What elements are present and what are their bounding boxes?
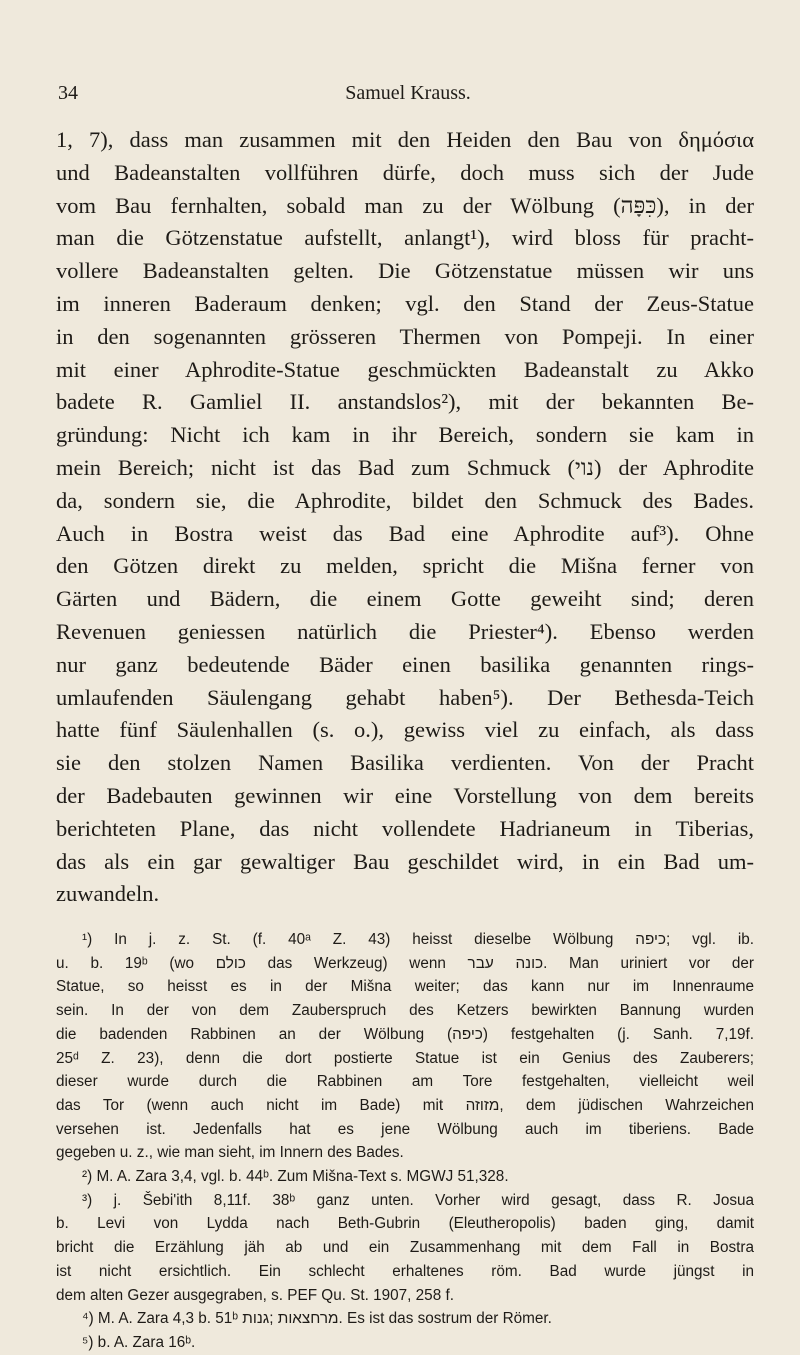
text-line: da, sondern sie, die Aphrodite, bildet den Schmuck des Bades. [56,487,754,513]
footnote-line: ist nicht ersichtlich. Ein schlecht erhaltenes röm. Bad wurde jüngst in [56,1262,754,1280]
footnote-line: u. b. 19ᵇ (wo כולם das Werkzeug) wenn כונה עבר. Man uriniert vor der [56,954,754,972]
footnote-line: ⁵) b. A. Zara 16ᵇ. [82,1333,196,1351]
text-line: Auch in Bostra weist das Bad eine Aphrodite auf³). Ohne [56,520,754,546]
text-line: im inneren Baderaum denken; vgl. den Stand der Zeus-Statue [56,290,754,316]
text-line: das als ein gar gewaltiger Bau geschildet wird, in ein Bad um- [56,848,754,874]
text-line: gründung: Nicht ich kam in ihr Bereich, sondern sie kam in [56,422,754,448]
footnote-line: 25ᵈ Z. 23), denn die dort postierte Statue ist ein Genius des Zauberers; [56,1049,754,1067]
text-line: Revenuen geniessen natürlich die Priester⁴). Ebenso werden [56,618,754,644]
text-line: man die Götzenstatue aufstellt, anlangt¹), wird bloss für pracht- [56,225,754,251]
text-line: zuwandeln. [56,881,160,907]
running-head: Samuel Krauss. [345,82,471,104]
text-line: umlaufenden Säulengang gehabt haben⁵). Der Bethesda-Teich [56,684,754,710]
main-text [56,124,754,911]
text-line: den Götzen direkt zu melden, spricht die Mišna ferner von [56,553,754,579]
text-line: mit einer Aphrodite-Statue geschmückten Badeanstalt zu Akko [56,356,754,382]
footnote-line: versehen ist. Jedenfalls hat es jene Wölbung auch im tiberiens. Bade [56,1120,754,1138]
footnote-line: dieser wurde durch die Rabbinen am Tore festgehalten, vielleicht weil [56,1073,754,1091]
footnote-line: ¹) In j. z. St. (f. 40ᵃ Z. 43) heisst dieselbe Wölbung כיפה; vgl. ib. [82,931,755,948]
footnote-line: bricht die Erzählung jäh ab und ein Zusammenhang mit dem Fall in Bostra [56,1239,754,1257]
text-line: Gärten und Bädern, die einem Gotte geweiht sind; deren [56,586,754,612]
text-line: nur ganz bedeutende Bäder einen basilika genannten rings- [56,651,754,677]
footnote-line: die badenden Rabbinen an der Wölbung (כיפה) festgehalten (j. Sanh. 7,19f. [56,1025,754,1043]
text-line: vom Bau fernhalten, sobald man zu der Wölbung (כִּפָּה), in der [56,192,754,218]
text-line: berichteten Plane, das nicht vollendete Hadrianeum in Tiberias, [56,815,754,841]
footnote-line: b. Levi von Lydda nach Beth-Gubrin (Eleutheropolis) baden ging, damit [56,1215,754,1233]
footnote-line: ⁴) M. A. Zara 4,3 b. 51ᵇ מרחצאות ;גנות. Es ist das sostrum der Römer. [82,1310,552,1328]
footnote-line: Statue, so heisst es in der Mišna weiter; das kann nur im Innenraume [56,978,754,996]
footnote-line: sein. In der von dem Zauberspruch des Ketzers bewirkten Bannung wurden [56,1002,754,1020]
text-line: sie den stolzen Namen Basilika verdienten. Von der Pracht [56,750,754,776]
text-line: und Badeanstalten vollführen dürfe, doch muss sich der Jude [56,159,754,185]
text-line: badete R. Gamliel II. anstandslos²), mit der bekannten Be- [56,389,754,415]
footnote-line: ³) j. Šebi'ith 8,11f. 38ᵇ ganz unten. Vorher wird gesagt, dass R. Josua [82,1191,754,1209]
text-line: der Badebauten gewinnen wir eine Vorstellung von dem bereits [56,782,754,808]
text-line: 1, 7), dass man zusammen mit den Heiden den Bau von δημόσια [56,127,754,152]
footnotes [56,928,754,1355]
footnote-line: dem alten Gezer ausgegraben, s. PEF Qu. St. 1907, 258 f. [56,1286,454,1304]
footnote-line: gegeben u. z., wie man sieht, im Innern des Bades. [56,1144,404,1162]
text-line: mein Bereich; nicht ist das Bad zum Schmuck (נוי) der Aphrodite [56,454,754,480]
text-line: hatte fünf Säulenhallen (s. o.), gewiss viel zu einfach, als dass [56,717,754,743]
page-number: 34 [58,82,78,104]
text-line: in den sogenannten grösseren Thermen von Pompeji. In einer [56,323,754,349]
page-header [58,82,758,112]
text-line: vollere Badeanstalten gelten. Die Götzenstatue müssen wir uns [56,258,754,284]
footnote-line: das Tor (wenn auch nicht im Bade) mit מזוזה, dem jüdischen Wahrzeichen [56,1096,754,1114]
footnote-line: ²) M. A. Zara 3,4, vgl. b. 44ᵇ. Zum Mišna-Text s. MGWJ 51,328. [82,1168,509,1186]
